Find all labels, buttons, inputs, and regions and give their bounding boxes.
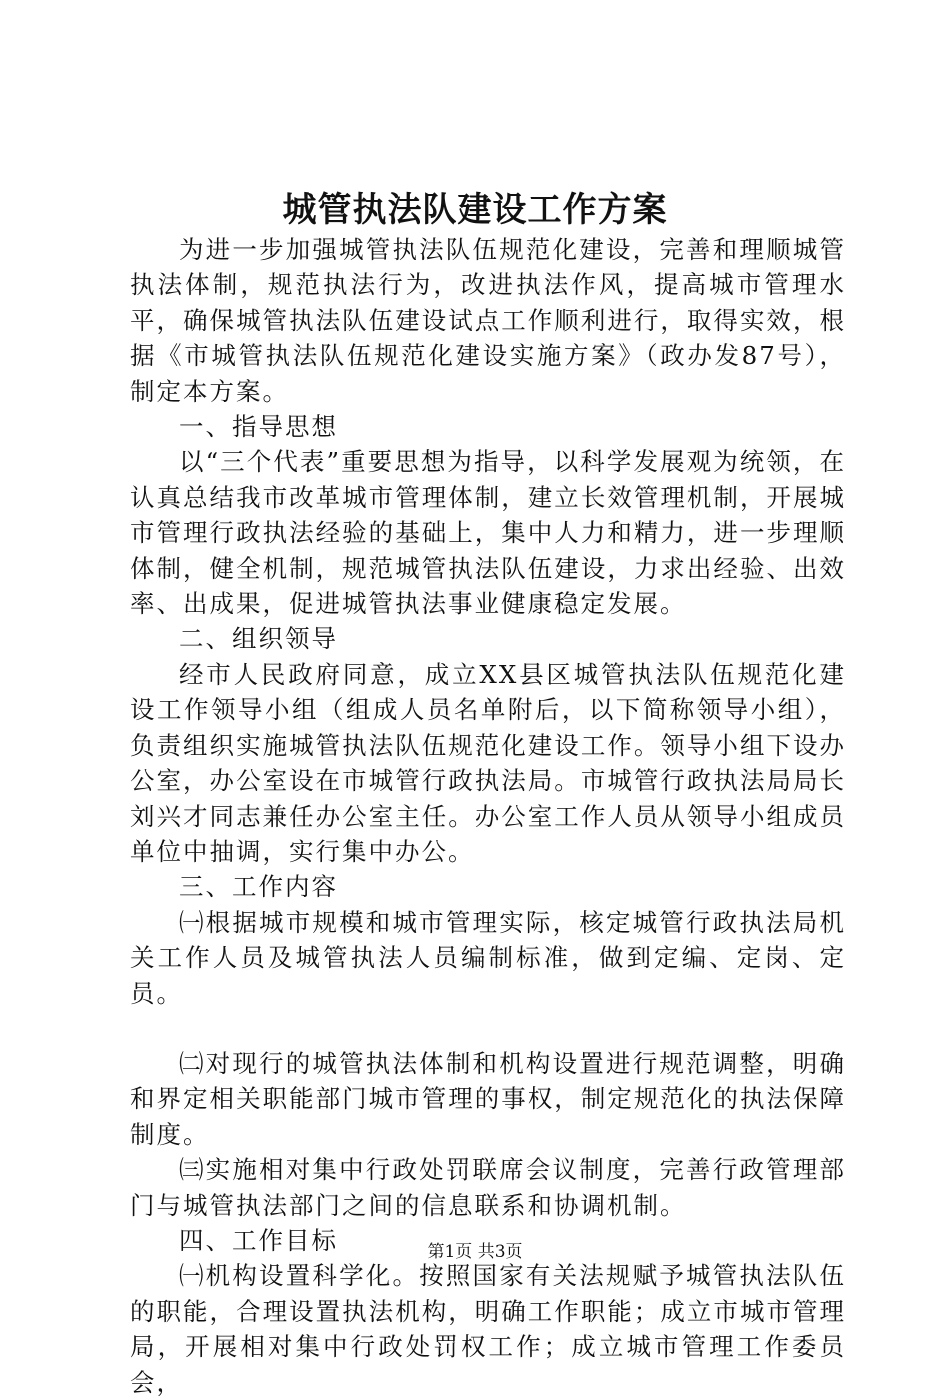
document-body: [130, 232, 846, 1400]
section-heading-organization: 二、组织领导: [179, 624, 338, 654]
guiding-ideology-paragraph: 以“三个代表”重要思想为指导，以科学发展观为统领，在认真总结我市改革城市管理体制，建立长效管理机制，开展城市管理行政执法经验的基础上，集中人力和精力，进一步理顺体制，健全机制，规范城管执法队伍建设，力求出经验、出效率、出成果，促进城管执法事业健康稳定发展。: [130, 447, 846, 619]
document-title: 城管执法队建设工作方案: [282, 190, 668, 230]
work-content-item-1: ㈠根据城市规模和城市管理实际，核定城管行政执法局机关工作人员及城管执法人员编制标准，做到定编、定岗、定员。: [130, 907, 846, 1008]
section-heading-work-goals: 四、工作目标: [179, 1225, 338, 1255]
section-heading-guiding-ideology: 一、指导思想: [179, 412, 338, 442]
organization-paragraph: 经市人民政府同意，成立XX县区城管执法队伍规范化建设工作领导小组（组成人员名单附后，以下简称领导小组），负责组织实施城管执法队伍规范化建设工作。领导小组下设办公室，办公室设在市城管行政执法局。市城管行政执法局局长刘兴才同志兼任办公室主任。办公室工作人员从领导小组成员单位中抽调，实行集中办公。: [130, 659, 846, 866]
work-goals-item-1: ㈠机构设置科学化。按照国家有关法规赋予城管执法队伍的职能，合理设置执法机构，明确工作职能；成立市城市管理局，开展相对集中行政处罚权工作；成立城市管理工作委员会，: [130, 1261, 846, 1397]
work-content-item-2: ㈡对现行的城管执法体制和机构设置进行规范调整，明确和界定相关职能部门城市管理的事权，制定规范化的执法保障制度。: [130, 1048, 846, 1149]
work-content-item-3: ㈢实施相对集中行政处罚联席会议制度，完善行政管理部门与城管执法部门之间的信息联系和协调机制。: [130, 1155, 846, 1220]
page-footer: 第1页 共3页: [427, 1242, 523, 1262]
section-heading-work-content: 三、工作内容: [179, 872, 338, 902]
intro-paragraph: 为进一步加强城管执法队伍规范化建设，完善和理顺城管执法体制，规范执法行为，改进执法作风，提高城市管理水平，确保城管执法队伍建设试点工作顺利进行，取得实效，根据《市城管执法队伍规范化建设实施方案》（政办发87号），制定本方案。: [130, 235, 846, 406]
